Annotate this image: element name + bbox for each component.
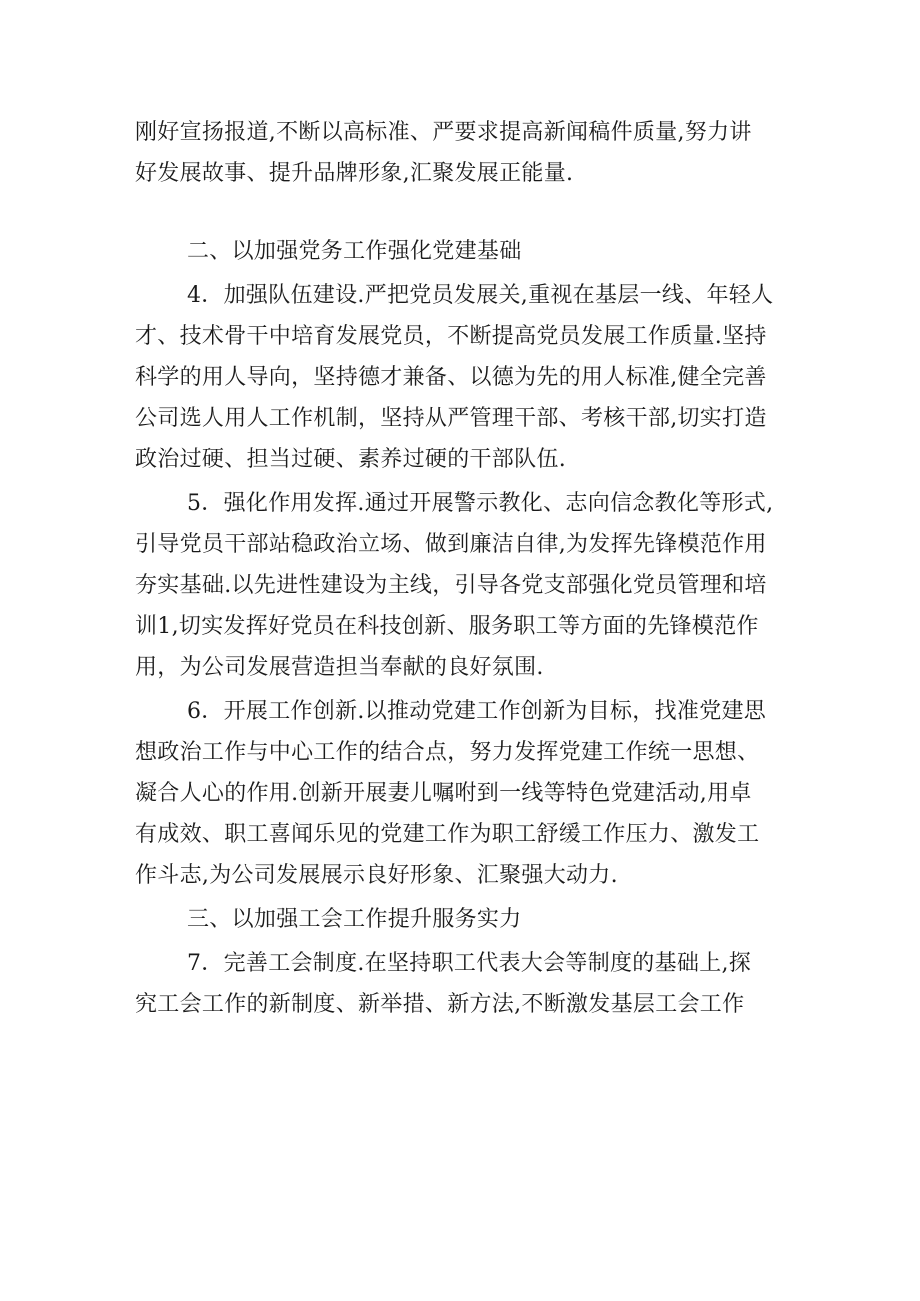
text-line: 作斗志,为公司发展展示良好形象、汇聚强大动力. (135, 863, 618, 888)
text-line: 想政治工作与中心工作的结合点，努力发挥党建工作统一思想、 (135, 740, 760, 765)
text-line: 夯实基础.以先进性建设为主线，引导各党支部强化党员管理和培 (135, 573, 767, 598)
text-line: 凝合人心的作用.创新开展妻儿嘱咐到一线等特色党建活动,用卓 (135, 781, 752, 806)
text-line: 究工会工作的新制度、新举措、新方法,不断激发基层工会工作 (135, 992, 745, 1017)
text-line: 引导党员干部站稳政治立场、做到廉洁自律,为发挥先锋模范作用 (135, 532, 767, 557)
text-line: 6．开展工作创新.以推动党建工作创新为目标，找准党建思 (187, 699, 767, 724)
text-line: 7．完善工会制度.在坚持职工代表大会等制度的基础上,探 (187, 951, 752, 976)
document-body (135, 112, 795, 1025)
text-line: 用，为公司发展营造担当奉献的良好氛围. (135, 655, 544, 680)
text-line: 好发展故事、提升品牌形象,汇聚发展正能量. (135, 161, 574, 186)
paragraph-item-5 (135, 483, 795, 688)
paragraph-news-quality (135, 112, 795, 194)
text-line: 科学的用人导向，坚持德才兼备、以德为先的用人标准,健全完善 (135, 365, 767, 390)
section-heading-3 (135, 899, 795, 940)
text-line: 刚好宣扬报道,不断以高标准、严要求提高新闻稿件质量,努力讲 (135, 120, 752, 145)
text-line: 公司选人用人工作机制，坚持从严管理干部、考核干部,切实打造 (135, 406, 767, 431)
text-line: 训1,切实发挥好党员在科技创新、服务职工等方面的先锋模范作 (135, 614, 759, 639)
paragraph-item-6 (135, 691, 795, 896)
section-heading-2 (135, 231, 795, 272)
text-line: 5．强化作用发挥.通过开展警示教化、志向信念教化等形式, (187, 491, 774, 516)
paragraph-item-7 (135, 943, 795, 1025)
heading-text: 二、以加强党务工作强化党建基础 (187, 239, 522, 264)
text-line: 才、技术骨干中培育发展党员，不断提高党员发展工作质量.坚持 (135, 324, 767, 349)
text-line: 政治过硬、担当过硬、素养过硬的干部队伍. (135, 447, 566, 472)
text-line: 有成效、职工喜闻乐见的党建工作为职工舒缓工作压力、激发工 (135, 822, 760, 847)
heading-text: 三、以加强工会工作提升服务实力 (187, 907, 522, 932)
paragraph-item-4 (135, 275, 795, 480)
text-line: 4．加强队伍建设.严把党员发展关,重视在基层一线、年轻人 (187, 283, 774, 308)
